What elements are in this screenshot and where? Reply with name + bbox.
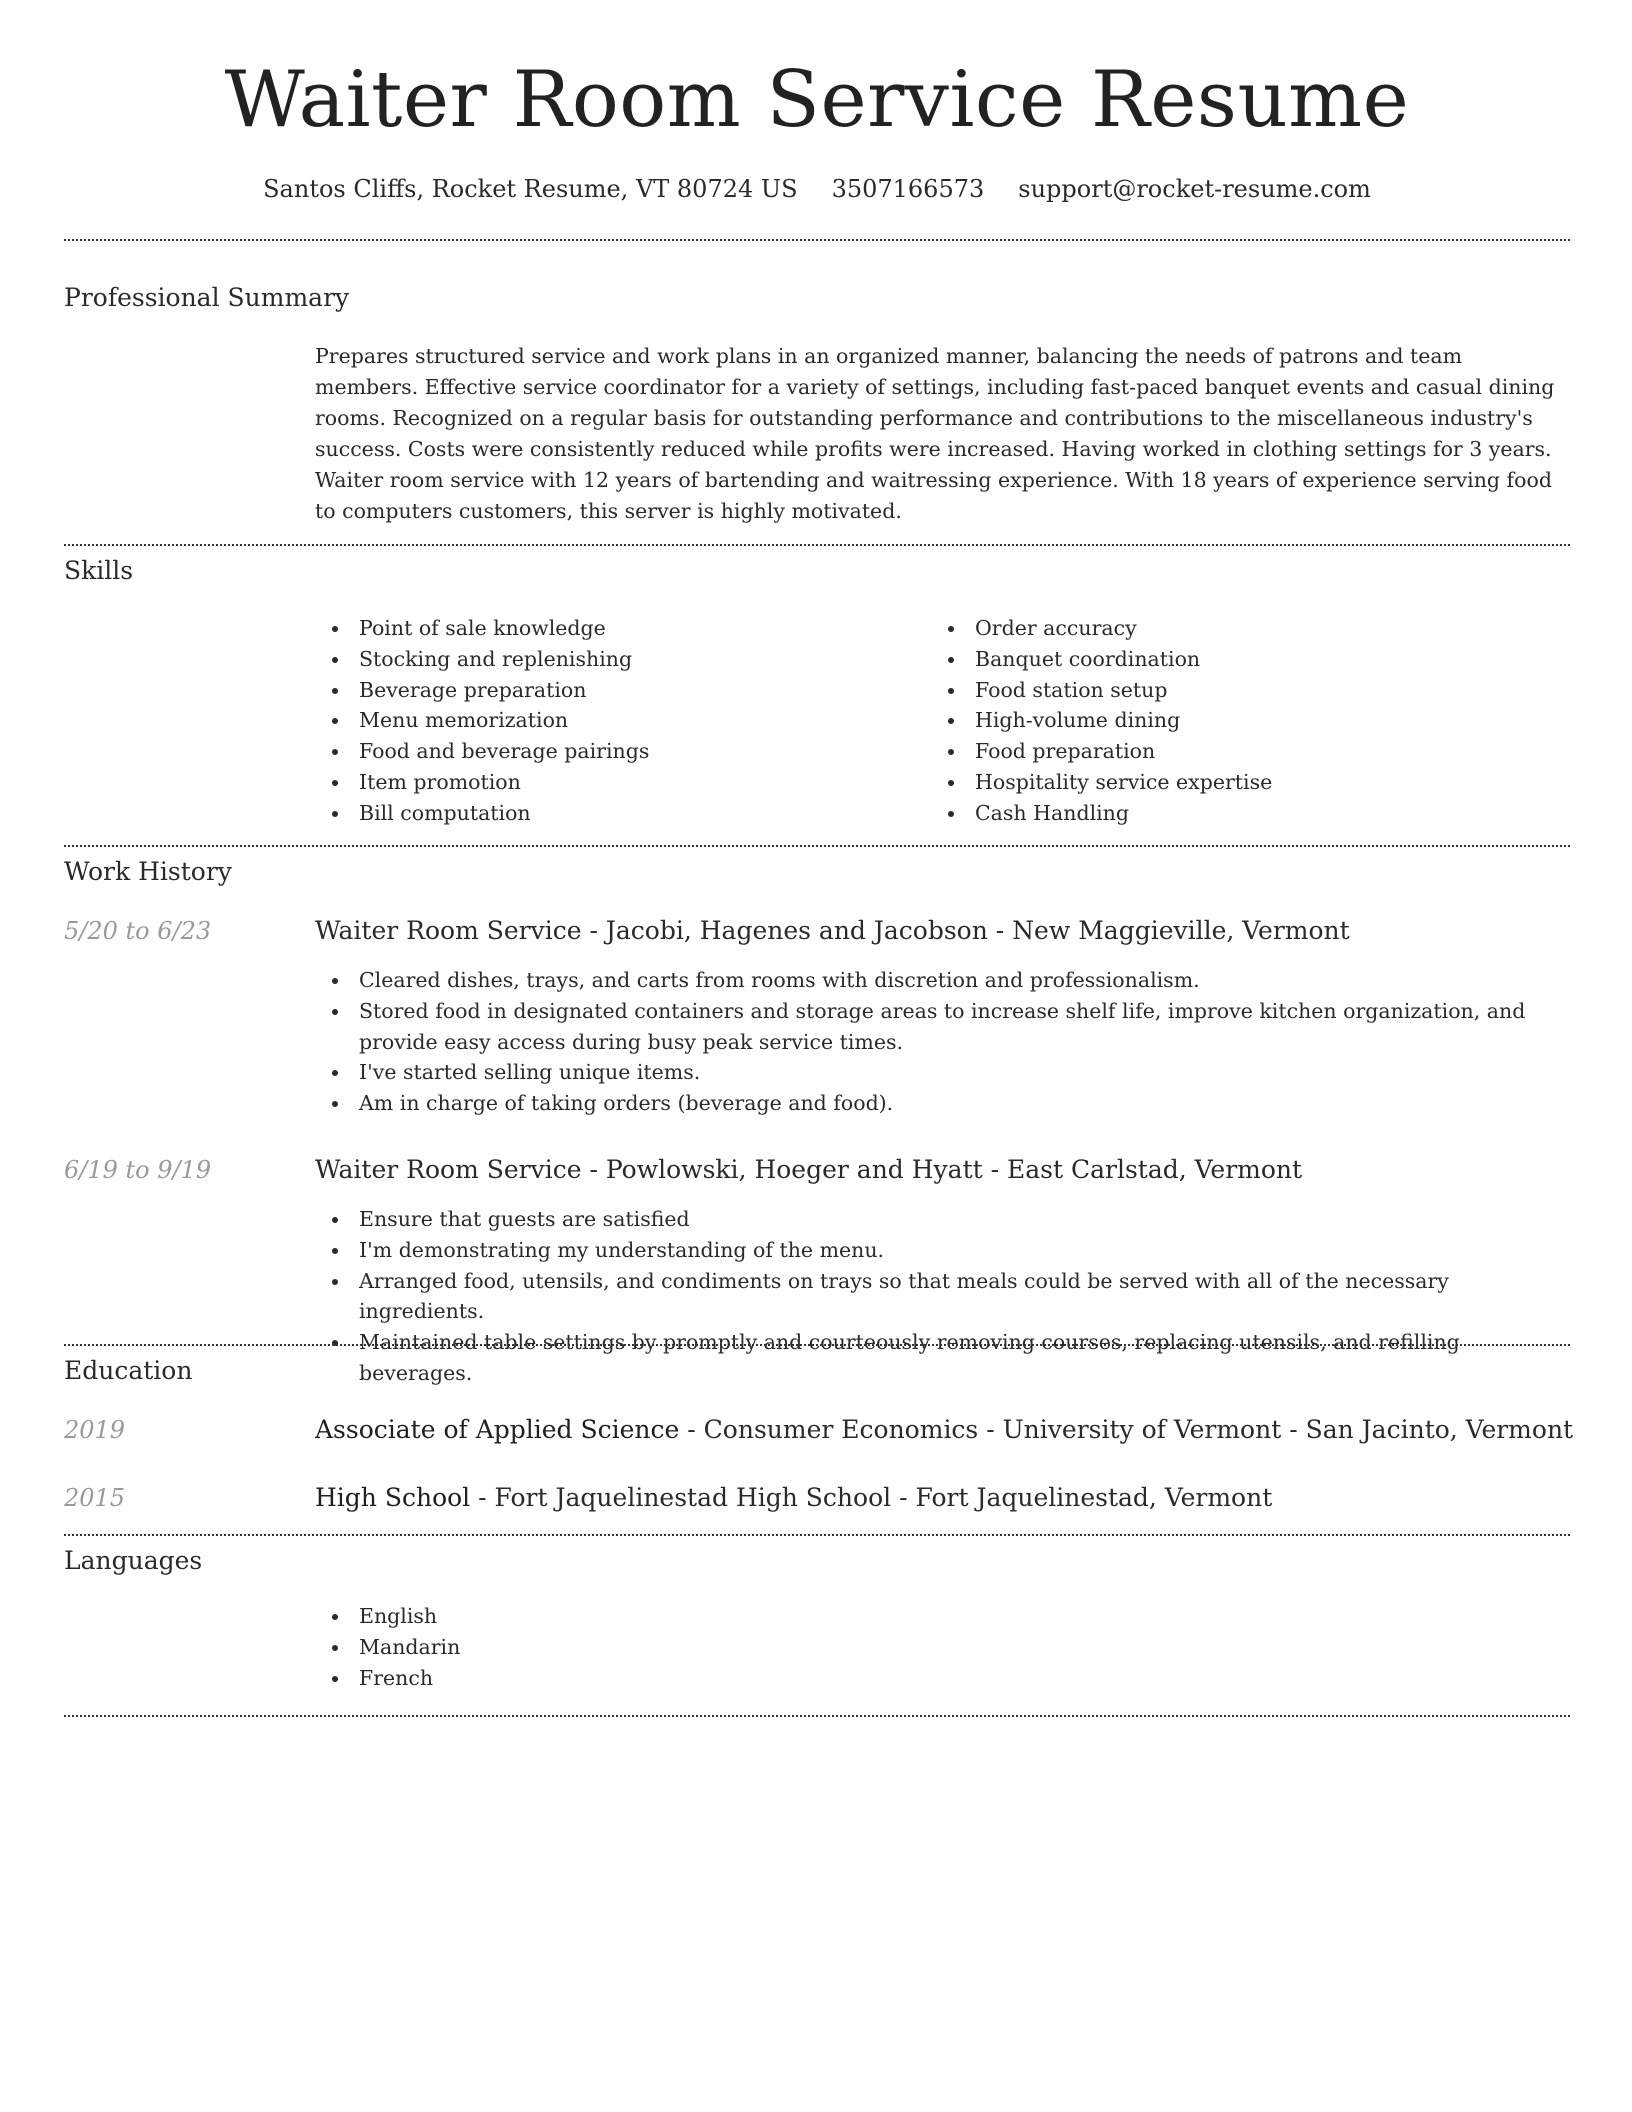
job-bullet: Maintained table settings by promptly and courteously removing courses, replacing utensils, and refilling beverages. [315, 1327, 1570, 1389]
skill-item: Point of sale knowledge [315, 613, 915, 644]
section-heading-summary: Professional Summary [64, 283, 350, 312]
skill-item: Food station setup [931, 675, 1531, 706]
job-dates: 5/20 to 6/23 [64, 917, 212, 945]
education-year: 2019 [64, 1416, 126, 1444]
skill-item: Cash Handling [931, 798, 1531, 829]
divider [64, 845, 1570, 847]
job-bullets [315, 1204, 1570, 1389]
job-title: Waiter Room Service - Powlowski, Hoeger and Hyatt - East Carlstad, Vermont [315, 1155, 1303, 1184]
divider [64, 544, 1570, 546]
skill-item: Bill computation [315, 798, 915, 829]
skill-item: Food preparation [931, 736, 1531, 767]
skill-item: Order accuracy [931, 613, 1531, 644]
job-bullet: I've started selling unique items. [315, 1057, 1570, 1088]
skill-item: Item promotion [315, 767, 915, 798]
section-heading-languages: Languages [64, 1546, 203, 1575]
languages-list [315, 1601, 915, 1693]
contact-address: Santos Cliffs, Rocket Resume, VT 80724 US [263, 175, 798, 203]
divider [64, 1534, 1570, 1536]
summary-text: Prepares structured service and work plans in an organized manner, balancing the needs of patrons and team members. Effective service coordinator for a variety of settings, including fast-paced banquet events and casual dining rooms. Recognized on a regular basis for outstanding performance and contributions to the miscellaneous industry's success. Costs were consistently reduced while profits were increased. Having worked in clothing settings for 3 years. Waiter room service with 12 years of bartending and waitressing experience. With 18 years of experience serving food to computers customers, this server is highly motivated. [315, 344, 1555, 523]
skill-item: Hospitality service expertise [931, 767, 1531, 798]
education-entry [315, 1413, 1573, 1447]
job-bullet: Cleared dishes, trays, and carts from rooms with discretion and professionalism. [315, 965, 1570, 996]
contact-line [64, 172, 1570, 206]
job-bullet: I'm demonstrating my understanding of the menu. [315, 1235, 1570, 1266]
education-entry [315, 1481, 1272, 1515]
skills-list-right [931, 613, 1531, 829]
contact-phone: 3507166573 [831, 175, 985, 203]
education-degree: High School [315, 1483, 471, 1512]
skill-item: Beverage preparation [315, 675, 915, 706]
divider [64, 1715, 1570, 1717]
education-details: - Fort Jaquelinestad High School - Fort Jaquelinestad, Vermont [470, 1483, 1273, 1512]
job-bullet: Am in charge of taking orders (beverage and food). [315, 1088, 1570, 1119]
education-year: 2015 [64, 1484, 126, 1512]
job-bullet: Stored food in designated containers and storage areas to increase shelf life, improve kitchen organization, and provide easy access during busy peak service times. [315, 996, 1570, 1058]
divider [64, 239, 1570, 241]
section-heading-skills: Skills [64, 556, 134, 585]
job-bullet: Arranged food, utensils, and condiments on trays so that meals could be served with all of the necessary ingredients. [315, 1266, 1570, 1328]
divider [64, 1344, 1570, 1346]
education-degree: Associate of Applied Science [315, 1415, 680, 1444]
job-bullets [315, 965, 1570, 1119]
language-item: English [315, 1601, 915, 1632]
contact-email: support@rocket-resume.com [1018, 175, 1371, 203]
language-item: Mandarin [315, 1632, 915, 1663]
skill-item: Banquet coordination [931, 644, 1531, 675]
job-title: Waiter Room Service - Jacobi, Hagenes and Jacobson - New Maggieville, Vermont [315, 916, 1350, 945]
skill-item: Menu memorization [315, 705, 915, 736]
skill-item: Food and beverage pairings [315, 736, 915, 767]
language-item: French [315, 1663, 915, 1694]
skill-item: High-volume dining [931, 705, 1531, 736]
job-bullet: Ensure that guests are satisfied [315, 1204, 1570, 1235]
education-details: - Consumer Economics - University of Vermont - San Jacinto, Vermont [679, 1415, 1574, 1444]
skill-item: Stocking and replenishing [315, 644, 915, 675]
skills-list-left [315, 613, 915, 829]
job-dates: 6/19 to 9/19 [64, 1156, 212, 1184]
section-heading-education: Education [64, 1356, 193, 1385]
section-heading-work: Work History [64, 857, 232, 886]
resume-title: Waiter Room Service Resume [224, 55, 1410, 145]
